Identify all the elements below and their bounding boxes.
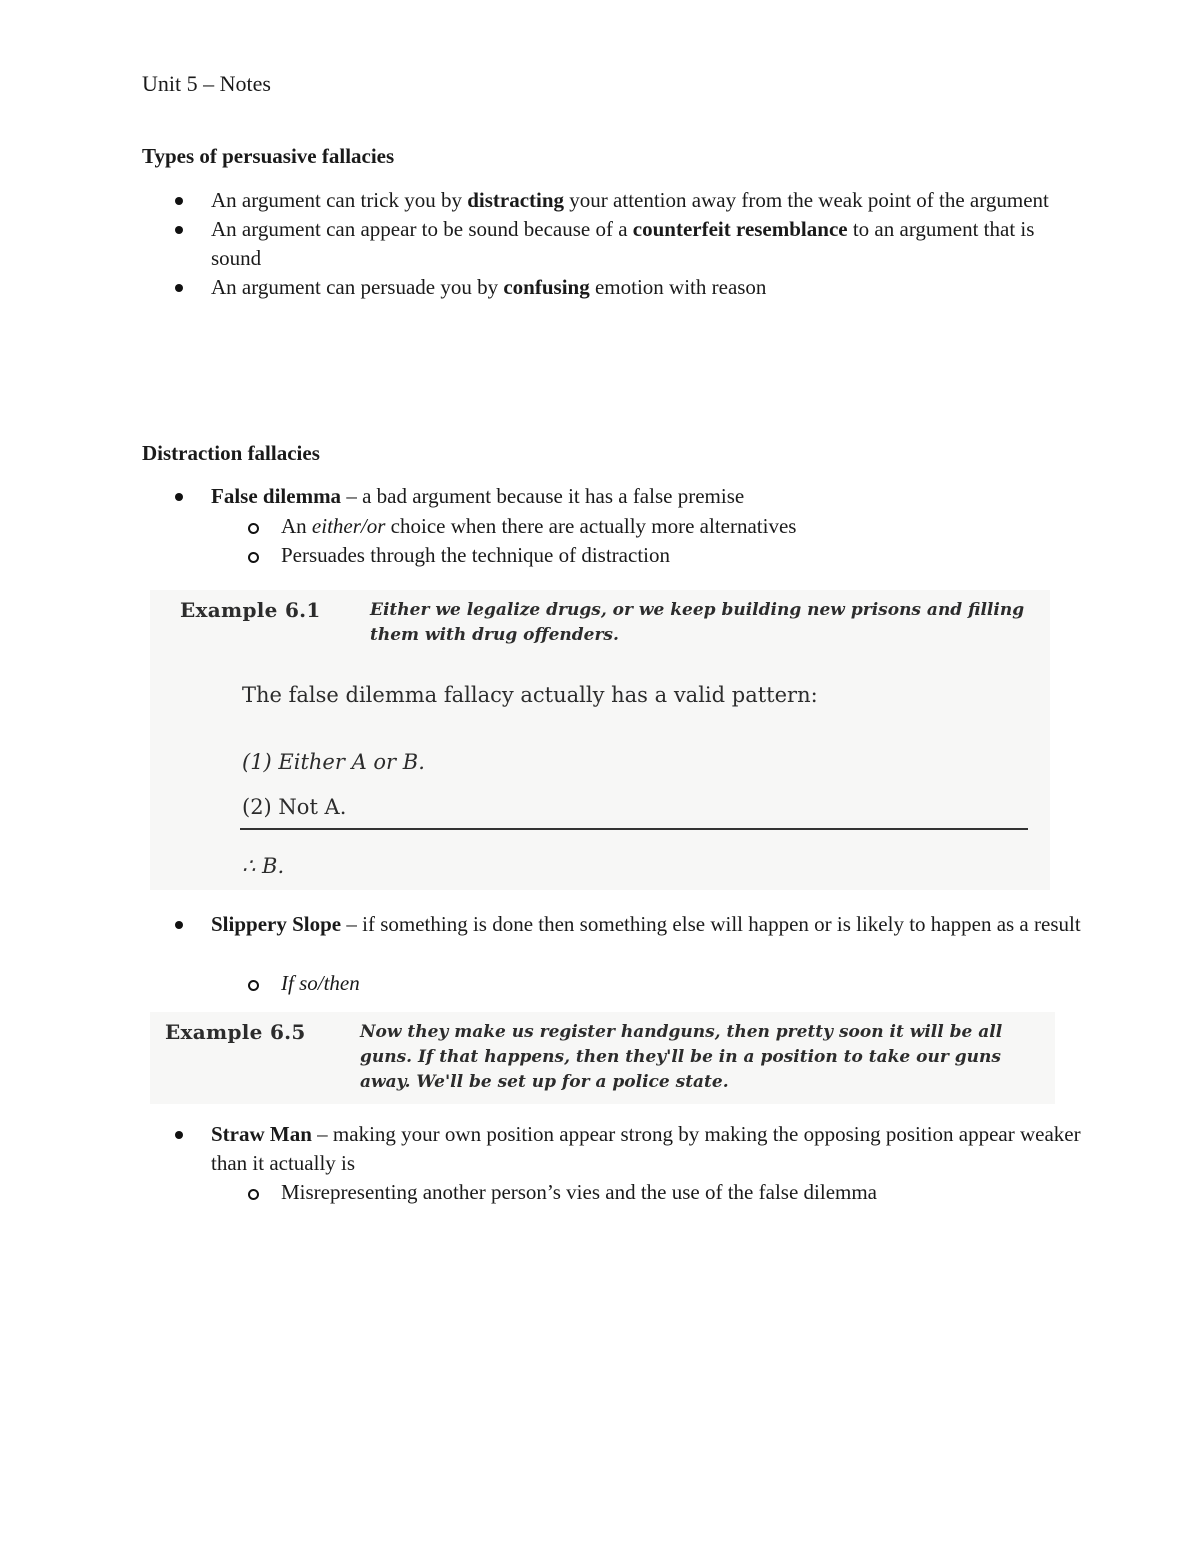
bullet-icon <box>175 1131 183 1139</box>
types-list <box>0 186 1081 302</box>
list-item: An argument can appear to be sound because of a counterfeit resemblance to an argument that is sound <box>0 215 1081 273</box>
pattern-premise-1: (1) Either A or B. <box>242 750 425 774</box>
list-item: An argument can persuade you by confusing emotion with reason <box>0 273 1081 302</box>
list-item: Straw Man – making your own position appear strong by making the opposing position appear weaker than it actually is <box>0 1120 1081 1178</box>
document-title: Unit 5 – Notes <box>142 71 271 96</box>
slippery-slope-item <box>0 910 1081 939</box>
conclusion-rule <box>240 828 1028 830</box>
example-label: Example 6.5 <box>165 1020 306 1044</box>
pattern-premise-2: (2) Not A. <box>242 795 347 819</box>
section-heading-distraction: Distraction fallacies <box>142 441 320 465</box>
bullet-icon <box>175 226 183 234</box>
sub-bullet-icon <box>248 980 259 991</box>
sub-bullet-icon <box>248 1189 259 1200</box>
bullet-icon <box>175 493 183 501</box>
bullet-icon <box>175 921 183 929</box>
example-6-1-image <box>150 590 1050 890</box>
bullet-icon <box>175 197 183 205</box>
example-text: Now they make us register handguns, then pretty soon it will be all guns. If that happens, then they'll be in a position to take our guns away. We'll be set up for a police state. <box>360 1022 1003 1092</box>
list-item: Slippery Slope – if something is done then something else will happen or is likely to happen as a result <box>0 910 1081 939</box>
example-text: Either we legalize drugs, or we keep building new prisons and filling them with drug offenders. <box>370 600 1025 645</box>
false-dilemma-subitems <box>0 512 1081 570</box>
sub-list-item: Persuades through the technique of distraction <box>0 541 1081 570</box>
example-6-5-image <box>150 1012 1055 1104</box>
straw-man-subitems <box>0 1178 1081 1207</box>
sub-list-item: Misrepresenting another person’s vies and the use of the false dilemma <box>0 1178 1081 1207</box>
list-item: False dilemma – a bad argument because it has a false premise <box>0 482 1081 511</box>
sub-bullet-icon <box>248 523 259 534</box>
sub-list-item: If so/then <box>0 969 1081 998</box>
straw-man-item <box>0 1120 1081 1178</box>
sub-list-item: An either/or choice when there are actually more alternatives <box>0 512 1081 541</box>
example-label: Example 6.1 <box>180 598 321 622</box>
sub-bullet-icon <box>248 552 259 563</box>
section-heading-types: Types of persuasive fallacies <box>142 144 395 168</box>
pattern-conclusion: ∴ B. <box>242 854 285 878</box>
slippery-slope-subitems <box>0 969 1081 998</box>
list-item: An argument can trick you by distracting your attention away from the weak point of the argument <box>0 186 1081 215</box>
pattern-intro: The false dilemma fallacy actually has a valid pattern: <box>242 683 818 707</box>
false-dilemma-item <box>0 482 1081 511</box>
bullet-icon <box>175 284 183 292</box>
